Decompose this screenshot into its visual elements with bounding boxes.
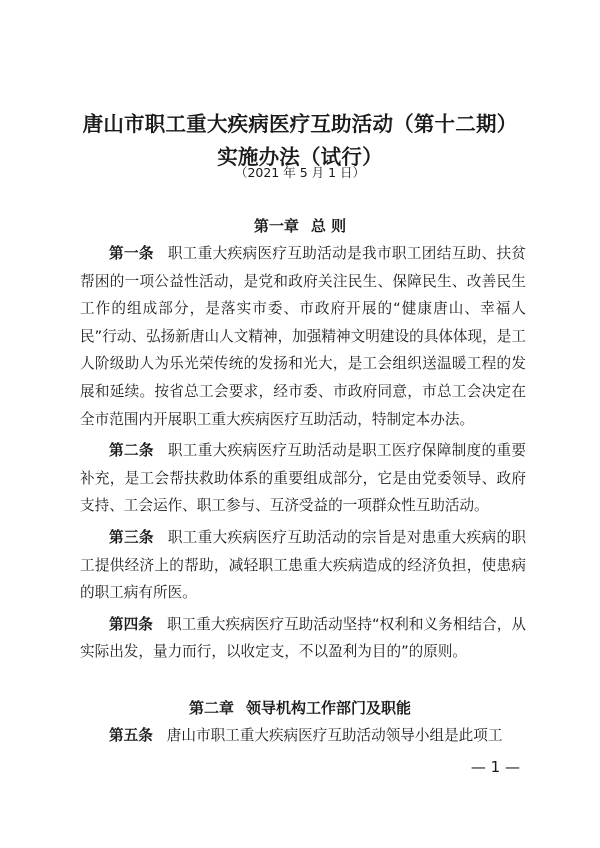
chapter-2-body (80, 722, 526, 750)
chapter-2-heading (0, 697, 600, 719)
article-3-text: 职工重大疾病医疗互助活动的宗旨是对患重大疾病的职工提供经济上的帮助，减轻职工患重大疾病造成的经济负担，使患病的职工病有所医。 (80, 528, 526, 602)
article-4-label: 第四条 (109, 615, 153, 633)
chapter-1-name: 总 则 (310, 217, 347, 235)
article-1-label: 第一条 (109, 245, 154, 262)
article-5 (80, 722, 526, 750)
page-number: — 1 — (470, 758, 520, 776)
article-5-label: 第五条 (109, 727, 153, 744)
article-3 (80, 524, 526, 607)
title-line-2: 实施办法（试行） (217, 145, 383, 169)
chapter-2-number: 第二章 (188, 699, 234, 717)
chapter-1-body (80, 240, 526, 666)
article-2-label: 第二条 (109, 442, 154, 460)
article-2 (80, 437, 526, 520)
issue-date: （2021 年 5 月 1 日） (234, 165, 366, 180)
article-3-label: 第三条 (109, 528, 154, 546)
chapter-1-heading (0, 215, 600, 237)
article-4 (80, 611, 526, 666)
chapter-2-name: 领导机构工作部门及职能 (246, 699, 412, 717)
article-1-text: 职工重大疾病医疗互助活动是我市职工团结互助、扶贫帮困的一项公益性活动，是党和政府关注民生、保障民生、改善民生工作的组成部分，是落实市委、市政府开展的“健康唐山、幸福人民”行动、弘扬新唐山人文精神，加强精神文明建设的具体体现，是工人阶级助人为乐光荣传统的发扬和光大，是工会组织送温暖工程的发展和延续。按省总工会要求，经市委、市政府同意，市总工会决定在全市范围内开展职工重大疾病医疗互助活动，特制定本办法。 (80, 245, 526, 428)
chapter-1-number: 第一章 (253, 217, 299, 235)
article-1 (80, 240, 526, 433)
article-4-text: 职工重大疾病医疗互助活动坚持“权利和义务相结合，从实际出发，量力而行，以收定支，不以盈利为目的”的原则。 (80, 615, 526, 661)
article-5-text: 唐山市职工重大疾病医疗互助活动领导小组是此项工 (166, 727, 503, 744)
article-2-text: 职工重大疾病医疗互助活动是职工医疗保障制度的重要补充，是工会帮扶救助体系的重要组成部分，它是由党委领导、政府支持、工会运作、职工参与、互济受益的一项群众性互助活动。 (80, 442, 526, 515)
title-line-1: 唐山市职工重大疾病医疗互助活动（第十二期） (82, 112, 518, 136)
